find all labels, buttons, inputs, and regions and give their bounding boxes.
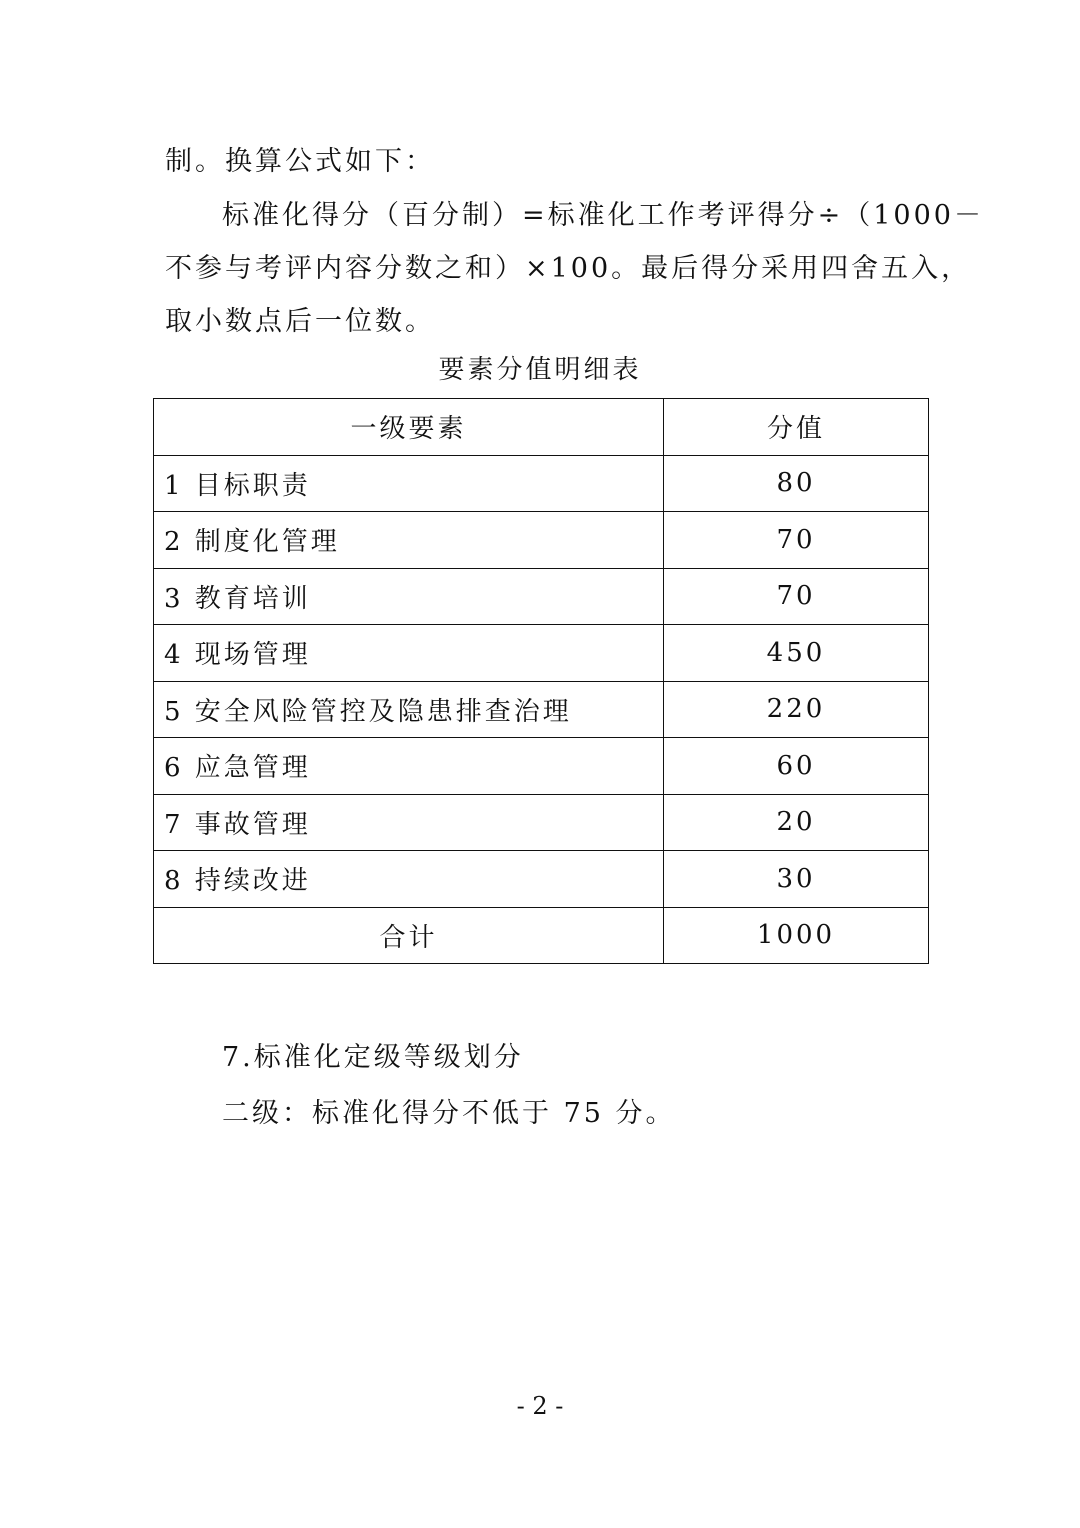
element-cell: 8 持续改进 [154,851,664,908]
element-cell: 6 应急管理 [154,738,664,795]
table-row [154,512,929,569]
grading-section-title: 7.标准化定级等级划分 [222,1042,524,1073]
element-cell: 7 事故管理 [154,794,664,851]
total-label-cell: 合计 [154,907,664,964]
table-row [154,851,929,908]
table-row [154,794,929,851]
score-cell: 220 [664,681,929,738]
paragraph-line: 制。换算公式如下： [165,146,435,177]
table-header-row [154,399,929,456]
rounding-note: 取小数点后一位数。 [165,306,435,337]
score-cell: 30 [664,851,929,908]
score-cell: 20 [664,794,929,851]
element-cell: 4 现场管理 [154,625,664,682]
element-cell: 3 教育培训 [154,568,664,625]
formula-line: 标准化得分（百分制）=标准化工作考评得分÷（1000－ [222,200,984,231]
score-detail-table [153,398,929,964]
table-row [154,625,929,682]
score-cell: 70 [664,512,929,569]
score-cell: 70 [664,568,929,625]
element-cell: 5 安全风险管控及隐患排查治理 [154,681,664,738]
table-row [154,738,929,795]
page-number: - 2 - [516,1392,564,1420]
header-score: 分值 [664,399,929,456]
score-cell: 80 [664,455,929,512]
total-score-cell: 1000 [664,907,929,964]
table-row [154,455,929,512]
header-element: 一级要素 [154,399,664,456]
table-total-row [154,907,929,964]
table-row [154,681,929,738]
score-cell: 60 [664,738,929,795]
table-row [154,568,929,625]
score-cell: 450 [664,625,929,682]
grading-level-two: 二级：标准化得分不低于 75 分。 [222,1098,676,1129]
table-caption: 要素分值明细表 [438,355,642,385]
formula-line-continued: 不参与考评内容分数之和）×100。最后得分采用四舍五入， [165,253,972,284]
element-cell: 1 目标职责 [154,455,664,512]
element-cell: 2 制度化管理 [154,512,664,569]
